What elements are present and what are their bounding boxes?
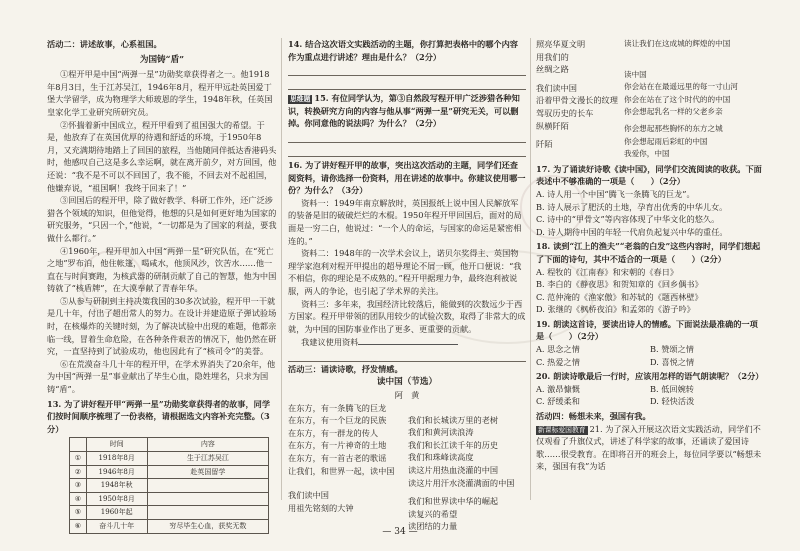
table-row	[70, 506, 269, 520]
column-divider-1	[281, 38, 282, 500]
question-21	[536, 423, 764, 473]
table-row	[70, 479, 269, 493]
answer-line[interactable]	[288, 77, 526, 90]
question-17: 17. 为了诵读好诗歌《读中国》，同学们交流阅读的收获。下面表述中不够准确的一项是（ ）（2分）	[536, 163, 762, 187]
timeline-table	[69, 437, 269, 533]
q19-option-a[interactable]: A. 思念之情	[536, 344, 580, 355]
answer-line[interactable]	[288, 63, 526, 76]
poem-line: 照亮华夏文明	[536, 39, 586, 49]
table-cell: ②	[70, 465, 87, 479]
question-21-text: 21. 为了深入开展这次语文实践活动，同学们不仅观看了升旗仪式，讲述了科学家的故事，还诵读了爱国诗歌……很受教育。在即将召开的班会上，每位同学要以“畅想未来，强国有我”为话	[536, 423, 762, 472]
q18-option-a[interactable]: A. 程牧的《江南春》和宋朝的《春日》	[536, 266, 679, 277]
poem-line: 在东方，有一条腾飞的巨龙	[288, 402, 387, 413]
table-cell: 生于江苏吴江	[147, 452, 268, 466]
story-title: 为国铸“盾”	[139, 54, 185, 65]
q17-option-d[interactable]: D. 诗人期待中国的年轻一代肩负起复兴中华的重任。	[536, 226, 728, 237]
middle-column	[288, 38, 526, 533]
question-13: 13. 为了讲好程开甲“两弹一星”功勋奖章获得者的故事，同学们按时间顺序梳理了一份表格，请根据选文内容补充完整。（3分）	[47, 398, 271, 434]
poem-line: 你会站在在最遥远里的每一寸山河	[624, 82, 738, 92]
poem-line: 我爱你，中国	[624, 149, 670, 159]
table-cell: 1946年8月	[86, 465, 147, 479]
poem-body	[288, 402, 526, 533]
table-cell: 穷尽毕生心血，获奖无数	[147, 519, 268, 533]
answer-line[interactable]	[288, 144, 526, 157]
poem-line: 沿着甲骨文漫长的纹理	[536, 95, 618, 106]
table-cell: ⑤	[70, 506, 87, 520]
material-2: 资料二：1948年的一次学术会议上，诺贝尔奖得主、英国物理学家泡利对程开甲提出的超导理论不屑一顾，他开口便说：“我不相信，你的理论是不成熟的。”程开甲据理力争，最终泡利被说服，两人的争论，也引起了学术界的关注。	[288, 248, 522, 296]
table-header-cell: 内容	[147, 438, 268, 452]
left-column	[47, 38, 277, 534]
q17-option-a[interactable]: A. 诗人用一个中国“腾飞一条腾飞的巨龙”。	[536, 188, 695, 199]
poem-line: 你会想起乳名一样的父老乡亲	[624, 107, 723, 117]
poem-left-stanza	[536, 38, 624, 161]
poem-line: 我们读中国	[536, 82, 577, 93]
table-cell: 1950年8月	[86, 492, 147, 506]
right-column	[536, 38, 764, 473]
poem-line: 用祖先铭刻的大钟	[288, 502, 354, 513]
q20-option-c[interactable]: C. 舒缓柔和	[536, 396, 580, 407]
answer-cell[interactable]	[147, 479, 268, 493]
poem-spacer	[408, 402, 526, 414]
question-19: 19. 朗读这首诗，要读出诗人的情感。下面说法最准确的一项是（ ）（2分）	[536, 318, 758, 342]
table-cell: 1918年8月	[86, 452, 147, 466]
poem-spacer	[288, 477, 403, 489]
table-cell: ④	[70, 492, 87, 506]
poem-line: 我们读中国	[288, 490, 329, 501]
poem-line: 让我们，和世界一起，读中国	[288, 465, 395, 476]
q19-options	[536, 343, 764, 368]
table-cell: 奋斗几十年	[86, 519, 147, 533]
table-cell: 1960年起	[86, 506, 147, 520]
answer-cell[interactable]	[147, 492, 268, 506]
poem-line: 我们和世界读中华的崛起	[408, 496, 499, 507]
thinking-tag: 思维题	[290, 95, 311, 104]
story-para-1: ①程开甲是中国“两弹一星”功勋奖章获得者之一。他1918年8月3日，生于江苏吴江，1946年8月，程开甲远赴英国爱丁堡大学留学，成为物理学大师玻恩的学生，1948年秋，任英国皇家化学工业研究所研究员。	[47, 69, 273, 117]
q20-option-a[interactable]: A. 激昂慷慨	[536, 383, 580, 394]
poem-right-stanza	[408, 402, 526, 533]
poem-left-stanza	[288, 402, 403, 533]
poem-line: 在东方，有一个巨龙的民族	[288, 415, 387, 426]
q20-option-b[interactable]: B. 低回婉转	[650, 383, 694, 394]
poem-line: 你会在站在了这个时代的的中国	[624, 94, 731, 104]
patriotic-tag: 新课标爱国教育	[538, 425, 586, 434]
poem-line: 纵横阡陌	[536, 120, 569, 131]
poem-spacer	[624, 51, 764, 69]
poem-title: 读中国（节选）	[376, 377, 438, 388]
question-16: 16. 为了讲好程开甲的故事，突出这次活动的主题，同学们还查阅资料，请你选择一份资料，用在讲述的故事中。你建议使用哪一份？为什么？（3分）	[288, 159, 526, 196]
poem-line: 读让我们在这成城的辉煌的中国	[624, 39, 731, 48]
q18-option-c[interactable]: C. 范仲淹的《渔家傲》和苏轼的《题西林壁》	[536, 291, 703, 302]
poem-line: 驾驭历史的长车	[536, 107, 594, 118]
question-18: 18. 读到“江上的渔夫”“老翁的白发”这些内容时，同学们想起了下面的诗句，其中不适合的一项是（ ）（2分）	[536, 241, 761, 264]
table-cell: ⑥	[70, 519, 87, 533]
page-number: — 34 —	[382, 527, 418, 537]
story-para-6: ⑥在荒漠奋斗几十年的程开甲，在学术界消失了20余年，他为中国“两弹一星”事业献出了毕生心血，隐姓埋名，只求为国铸“盾”。	[47, 358, 276, 395]
poem-line: 读这片用热血浇灌的中国	[408, 465, 499, 476]
poem-line: 读复兴的希望	[408, 508, 458, 519]
table-cell: 赴英国留学	[147, 465, 268, 479]
poem-line: 阡陌	[536, 139, 553, 150]
poem-line: 读这片用汗水浇灌满面的中国	[408, 477, 515, 488]
poem-line: 读中国	[624, 69, 647, 79]
poem-line: 在东方，有一群龙的传人	[288, 427, 379, 438]
story-para-3: ③回国后的程开甲，除了做好教学、科研工作外，还广泛涉猎各个领域的知识，但他觉得，他想的只是如何更好地为国家的研究服务，“只因一个，”他说，“一切都是为了国家的利益，要我做什么都行。”	[47, 195, 277, 243]
poem-line: 丝绸之路	[536, 64, 569, 75]
table-cell: ③	[70, 479, 87, 493]
table-row	[70, 465, 269, 479]
story-para-4: ④1960年，程开甲加入中国“两弹一星”研究队伍，在“死亡之地”罗布泊，他住帐篷，喝咸水，他顶风沙，饮苦水……他一直在与时间赛跑，为核武器的研制贡献了自己的智慧，他为中国铸就了“核盾牌”，在大漠奉献了青春年华。	[47, 245, 277, 294]
q20-options	[536, 383, 764, 408]
q18-option-d[interactable]: D. 张继的《枫桥夜泊》和孟郊的《游子吟》	[536, 304, 695, 315]
poem-line: 我们和珠峰读高度	[408, 452, 474, 463]
poem-line: 你会想起那些胸怀的东方之城	[624, 123, 723, 133]
q19-option-c[interactable]: C. 热爱之情	[536, 356, 580, 367]
q17-option-b[interactable]: B. 诗人展示了肥沃的土地，孕育出优秀的中华儿女。	[536, 201, 728, 212]
poem-continued	[536, 38, 764, 161]
poem-right-stanza	[624, 38, 764, 161]
poem-line: 在东方，有一片神奇的土地	[288, 440, 387, 451]
activity3-title: 活动三：诵读诗歌，抒发情感。	[288, 363, 403, 374]
answer-line[interactable]	[288, 349, 526, 362]
material-1: 资料一：1949年南京解放时，英国报纸上说中国人民解放军的装备是旧的破破烂烂的木棍。1950年程开甲回国后，面对的局面是一穷二白，他说过：“一个人的命运，与国家的命运是紧密相连的。”	[288, 197, 522, 246]
question-20: 20. 朗读诗歌最后一行时，应该用怎样的语气朗读呢？（2分）	[536, 371, 764, 382]
story-para-2: ②怀揣着新中国成立，程开甲看到了祖国强大的希望。于是，他放弃了在英国优厚的待遇和舒适的环境，于1950年8月，又充满期待地踏上了回国的旅程，当他随同伴抵达香港码头时，他感叹自己这是多么幸运啊，就在离开前夕，对方回国，他还说：“我不是不可以不回国了，我不能，不回去对不起祖国，他嫌弃说，“祖国啊！我终于回来了！”	[47, 119, 277, 193]
activity4-title: 活动四：畅想未来，强国有我。	[536, 411, 651, 422]
answer-blank[interactable]	[358, 335, 458, 345]
question-15	[288, 92, 526, 130]
table-row	[70, 492, 269, 506]
question-14: 14. 结合这次语文实践活动的主题，你打算把表格中的哪个内容作为重点进行讲述？理由是什么？（2分）	[288, 39, 518, 62]
suggest-line	[288, 335, 526, 349]
poem-line: 我们和长江读千年的历史	[408, 439, 499, 450]
answer-line[interactable]	[288, 130, 526, 143]
poem-line: 我们和长城读万里的老树	[408, 414, 499, 425]
question-15-text: 15. 有位同学认为，第③自然段写程开甲广泛涉猎各种知识，转换研究方向的内容与他从事“两弹一星”研究无关，可以删掉。你同意他的说法吗？为什么？（2分）	[288, 93, 520, 129]
activity2-title: 活动二：讲述故事，心系祖国。	[47, 39, 162, 49]
q17-option-c[interactable]: C. 诗中的“甲骨文”等内容体现了中华文化的悠久。	[536, 214, 720, 225]
poem-line: 读团结的力量	[408, 521, 458, 532]
q19-option-d[interactable]: D. 喜悦之情	[650, 356, 695, 367]
poem-line: 你会想起雨后彩虹的中国	[624, 136, 708, 146]
material-3: 资料三：多年来，我国经济比较落后，能做到的次数远少于西方国家。程开甲带领的团队用较少的试验次数，取得了非常大的成就，为中国的国防事业作出了更多、更重要的贡献。	[288, 298, 526, 334]
answer-cell[interactable]	[147, 506, 268, 520]
table-header-cell	[70, 438, 87, 452]
table-cell: 1948年秋	[86, 479, 147, 493]
q20-option-d[interactable]: D. 轻快活泼	[650, 396, 695, 407]
suggest-label: 我建议使用资料	[301, 337, 359, 348]
column-divider-2	[530, 38, 531, 500]
q18-option-b[interactable]: B. 李白的《静夜思》和贺知章的《回乡偶书》	[536, 279, 703, 290]
table-row	[70, 452, 269, 466]
table-header-cell: 时间	[86, 438, 147, 452]
q19-option-b[interactable]: B. 赞颂之情	[650, 344, 694, 355]
story-para-5: ⑤从参与研制到主持决策我国的30多次试验，程开甲一干就是几十年，付出了超出常人的努力。在设计并建造原子弹试验场时，在核爆炸的关键时刻，为了解决试验中出现的难题，他都亲临一线，冒着生命危险，在各种条件艰苦的情况下，他仍然在研究，一直坚持到了试验成功，他也因此有了“核司令”的美誉。	[47, 295, 277, 357]
poem-author: 阿 黄	[394, 390, 420, 401]
poem-line: 在东方，有一首古老的歌谣	[288, 453, 387, 464]
table-cell: ①	[70, 452, 87, 466]
poem-line: 用我们的	[536, 51, 569, 62]
poem-line: 我们和黄河读浪涛	[408, 427, 474, 438]
